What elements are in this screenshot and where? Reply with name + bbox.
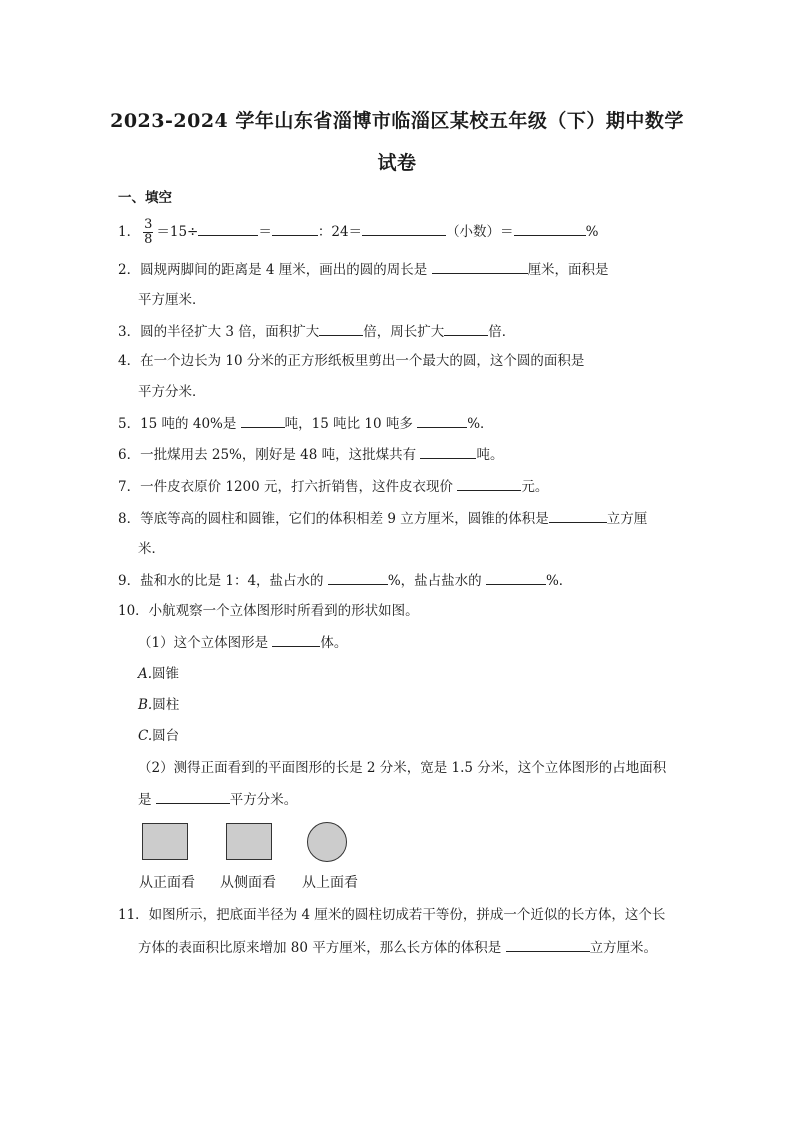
question-9 — [118, 570, 572, 591]
q2-text-3: 平方厘米． — [138, 292, 206, 308]
question-1 — [118, 218, 598, 247]
q5-text-1: 5．15 吨的 40%是 — [118, 416, 241, 432]
answer-blank[interactable] — [198, 221, 258, 236]
q7-text-2: 元。 — [521, 479, 549, 495]
top-view-circle — [307, 822, 347, 862]
option-b-letter: B. — [138, 697, 153, 713]
question-8-cont — [138, 539, 165, 559]
answer-blank[interactable] — [506, 937, 590, 952]
question-3 — [118, 321, 515, 342]
option-a-letter: A. — [138, 666, 153, 682]
answer-blank[interactable] — [272, 221, 318, 236]
document-title-line2: 试卷 — [377, 152, 417, 174]
q5-text-2: 吨，15 吨比 10 吨多 — [284, 416, 418, 432]
q10-sub2-text-1: （2）测得正面看到的平面图形的长是 2 分米，宽是 1.5 分米，这个立体图形的占地面积 — [138, 760, 667, 776]
answer-blank[interactable] — [457, 476, 521, 491]
q9-text-3: %． — [545, 573, 573, 589]
q3-text-1: 3．圆的半径扩大 3 倍，面积扩大 — [118, 324, 320, 340]
answer-blank[interactable] — [241, 413, 285, 428]
option-a[interactable] — [138, 664, 179, 684]
question-4-cont — [138, 382, 206, 402]
q3-text-2: 倍，周长扩大 — [363, 324, 445, 340]
question-8 — [118, 508, 647, 529]
caption-side-view: 从侧面看 — [220, 875, 276, 891]
answer-blank[interactable] — [432, 259, 528, 274]
option-b[interactable] — [138, 695, 179, 715]
q6-text-2: 吨。 — [476, 447, 504, 463]
question-11 — [118, 905, 665, 925]
fraction-denominator: 8 — [144, 232, 153, 247]
q1-number: 1． — [118, 224, 141, 240]
question-10 — [118, 601, 419, 621]
answer-blank[interactable] — [362, 221, 446, 236]
q4-text-1: 4．在一个边长为 10 分米的正方形纸板里剪出一个最大的圆，这个圆的面积是 — [118, 353, 585, 369]
q8-text-2: 立方厘 — [606, 511, 648, 527]
option-b-text: 圆柱 — [152, 697, 180, 713]
answer-blank[interactable] — [328, 570, 388, 585]
answer-blank[interactable] — [420, 444, 476, 459]
q3-text-3: 倍． — [488, 324, 516, 340]
answer-blank[interactable] — [444, 321, 488, 336]
q11-text-3: 立方厘米。 — [589, 940, 658, 956]
section-heading-fill-blank: 一、填空 — [118, 190, 172, 206]
q1-text-3: ：24＝ — [317, 224, 363, 240]
q2-text-1: 2．圆规两脚间的距离是 4 厘米，画出的圆的周长是 — [118, 262, 432, 278]
question-10-sub2-cont — [138, 789, 297, 810]
question-6 — [118, 444, 503, 465]
answer-blank[interactable] — [417, 413, 467, 428]
fraction-numerator: 3 — [144, 217, 153, 232]
q11-text-1: 11．如图所示，把底面半径为 4 厘米的圆柱切成若干等份，拼成一个近似的长方体，这个长 — [118, 907, 666, 923]
answer-blank[interactable] — [272, 632, 320, 647]
question-2-cont — [138, 290, 206, 310]
question-10-sub2 — [138, 758, 666, 778]
q6-text-1: 6．一批煤用去 25%，刚好是 48 吨，这批煤共有 — [118, 447, 421, 463]
q5-text-3: %． — [467, 416, 494, 432]
q2-text-2: 厘米，面积是 — [527, 262, 609, 278]
answer-blank[interactable] — [514, 221, 586, 236]
caption-top-view: 从上面看 — [302, 875, 358, 891]
document-title-line1: 2023-2024 学年山东省淄博市临淄区某校五年级（下）期中数学 — [110, 110, 684, 132]
answer-blank[interactable] — [319, 321, 363, 336]
question-10-sub1 — [138, 632, 347, 653]
option-c-letter: C. — [138, 728, 153, 744]
side-view-rectangle — [226, 823, 272, 860]
q10-sub2-text-2: 是 — [138, 792, 156, 808]
question-7 — [118, 476, 548, 497]
q1-text-5: % — [585, 224, 599, 240]
question-4 — [118, 351, 584, 371]
q7-text-1: 7．一件皮衣原价 1200 元，打六折销售，这件皮衣现价 — [118, 479, 458, 495]
question-5 — [118, 413, 494, 434]
answer-blank[interactable] — [156, 789, 230, 804]
q10-sub2-text-3: 平方分米。 — [229, 792, 298, 808]
question-2 — [118, 259, 609, 280]
q11-text-2: 方体的表面积比原来增加 80 平方厘米，那么长方体的体积是 — [138, 940, 506, 956]
fraction-3-8 — [143, 218, 153, 247]
caption-front-view: 从正面看 — [139, 875, 195, 891]
q4-text-2: 平方分米． — [138, 384, 206, 400]
q10-stem: 10．小航观察一个立体图形时所看到的形状如图。 — [118, 603, 419, 619]
q8-text-1: 8．等底等高的圆柱和圆锥，它们的体积相差 9 立方厘米，圆锥的体积是 — [118, 511, 549, 527]
q10-sub1-text-1: （1）这个立体图形是 — [138, 635, 273, 651]
option-a-text: 圆锥 — [152, 666, 180, 682]
answer-blank[interactable] — [486, 570, 546, 585]
q1-text-1: ＝15÷ — [156, 224, 199, 240]
option-c[interactable] — [138, 726, 179, 746]
q8-text-3: 米． — [138, 541, 165, 557]
q9-text-1: 9．盐和水的比是 1：4，盐占水的 — [118, 573, 328, 589]
option-c-text: 圆台 — [152, 728, 180, 744]
q10-sub1-text-2: 体。 — [320, 635, 348, 651]
front-view-rectangle — [142, 823, 188, 860]
answer-blank[interactable] — [549, 508, 607, 523]
q9-text-2: %，盐占盐水的 — [387, 573, 486, 589]
question-11-cont — [138, 937, 657, 958]
q1-text-4: （小数）＝ — [446, 224, 514, 240]
q1-text-2: ＝ — [258, 224, 272, 240]
